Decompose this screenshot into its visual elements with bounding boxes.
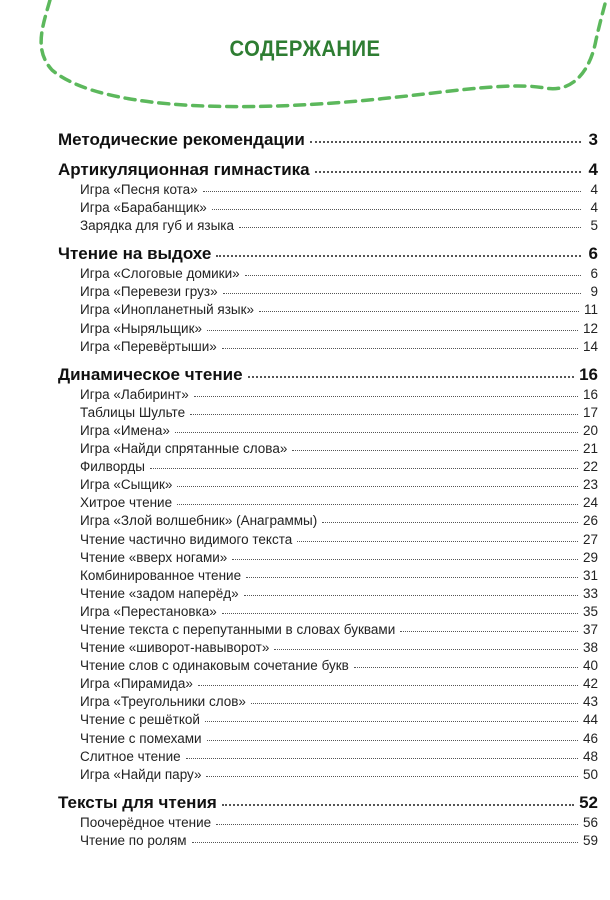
page-number: 4 [588,160,598,179]
entry-title: Игра «Имена» [80,422,170,438]
dot-leader [216,254,581,257]
page-number: 42 [582,676,598,692]
page-number: 31 [582,567,598,583]
page-number: 11 [583,302,598,318]
dot-leader [186,757,578,759]
entry-title: Игра «Барабанщик» [80,200,207,216]
page-number: 6 [590,266,598,282]
table-of-contents [58,128,598,857]
page-number: 5 [590,218,598,234]
entry-title: Игра «Сыщик» [80,477,173,493]
entry-title: Игра «Песня кота» [80,182,198,197]
dot-leader [198,684,578,686]
page-number: 37 [582,621,598,637]
page-number: 44 [582,712,598,728]
page-number: 9 [590,284,598,300]
dot-leader [297,540,578,542]
dot-leader [248,375,575,378]
dot-leader [207,329,578,331]
page-number: 46 [582,730,598,746]
entry-title: Игра «Лабиринт» [80,386,189,402]
page-number: 6 [588,244,598,264]
entry-title: Игра «Злой волшебник» (Анаграммы) [80,513,318,529]
dot-leader [194,395,578,397]
toc-entry[interactable] [58,476,598,494]
dot-leader [292,449,578,451]
page-number: 21 [582,441,598,457]
toc-entry[interactable] [58,832,598,850]
toc-entry[interactable] [58,814,598,832]
toc-entry[interactable] [58,181,598,199]
entry-title: Таблицы Шульте [80,404,186,420]
page-number: 59 [582,832,598,848]
section-title: Чтение на выдохе [58,244,212,264]
toc-entry[interactable] [58,458,598,476]
page-number: 23 [582,477,598,493]
toc-section [58,242,598,355]
page-number: 27 [582,531,598,547]
page-number: 16 [582,386,598,402]
page-number: 50 [582,766,598,782]
entry-title: Филворды [80,459,145,475]
dot-leader [232,558,578,560]
entry-title: Чтение «вверх ногами» [80,549,228,565]
page-number: 12 [582,320,598,336]
dot-leader [245,274,581,276]
toc-section-heading[interactable] [58,363,598,386]
toc-entry[interactable] [58,639,598,657]
dot-leader [222,803,574,806]
toc-entry[interactable] [58,283,598,301]
toc-entry[interactable] [58,693,598,711]
dot-leader [310,140,581,143]
page-number: 14 [582,338,598,354]
header-decoration [0,0,610,130]
entry-title: Игра «Найди пару» [80,766,202,782]
dot-leader [190,413,578,415]
dot-leader [315,170,581,173]
entry-title: Зарядка для губ и языка [80,218,234,234]
toc-entry[interactable] [58,320,598,338]
page-number: 48 [582,748,598,764]
page-number: 38 [582,640,598,656]
page-number: 20 [582,422,598,438]
page-number: 26 [582,513,598,529]
entry-title: Поочерёдное чтение [80,814,212,830]
page-number: 52 [579,792,598,812]
entry-title: Игра «Найди спрятанные слова» [80,441,288,457]
page-number: 29 [582,549,598,565]
page-number: 4 [590,182,598,197]
dot-leader [222,612,578,614]
toc-entry[interactable] [58,675,598,693]
dot-leader [212,208,581,210]
toc-section [58,363,598,784]
toc-entry[interactable] [58,338,598,356]
page-number: 43 [582,694,598,710]
toc-section [58,128,598,151]
entry-title: Игра «Ныряльщик» [80,320,202,336]
page-number: 16 [579,364,598,384]
toc-section-heading[interactable] [58,791,598,814]
section-title: Артикуляционная гимнастика [58,160,310,179]
page-number: 56 [582,814,598,830]
entry-title: Чтение «шиворот-навыворот» [80,640,270,656]
page-number: 33 [582,585,598,601]
entry-title: Игра «Перевези груз» [80,284,218,300]
page-number: 3 [588,130,598,149]
entry-title: Игра «Треугольники слов» [80,694,246,710]
entry-title: Чтение «задом наперёд» [80,585,239,601]
dot-leader [206,775,578,777]
toc-entry[interactable] [58,657,598,675]
page-number: 35 [582,603,598,619]
page-number: 22 [582,459,598,475]
dot-leader [246,576,578,578]
dot-leader [207,739,578,741]
toc-entry[interactable] [58,567,598,585]
entry-title: Чтение текста с перепутанными в словах буквами [80,621,396,637]
toc-entry[interactable] [58,422,598,440]
section-title: Методические рекомендации [58,130,305,149]
toc-section-heading[interactable] [58,158,598,181]
dot-leader [175,431,578,433]
page-title: СОДЕРЖАНИЕ [229,36,381,61]
toc-entry[interactable] [58,603,598,621]
toc-entry[interactable] [58,217,598,235]
dot-leader [259,310,579,312]
toc-entry[interactable] [58,766,598,784]
toc-entry[interactable] [58,265,598,283]
toc-section-heading[interactable] [58,128,598,151]
toc-entry[interactable] [58,404,598,422]
page-number: 4 [590,200,598,216]
toc-entry[interactable] [58,549,598,567]
entry-title: Чтение с решёткой [80,712,200,728]
entry-title: Игра «Слоговые домики» [80,266,240,282]
dot-leader [222,347,578,349]
entry-title: Игра «Перевёртыши» [80,338,217,354]
page-number: 40 [582,658,598,674]
dot-leader [274,648,578,650]
dot-leader [177,485,578,487]
toc-entry[interactable] [58,199,598,217]
entry-title: Чтение по ролям [80,832,187,848]
entry-title: Чтение с помехами [80,730,202,746]
entry-title: Комбинированное чтение [80,567,242,583]
dot-leader [150,467,578,469]
entry-title: Хитрое чтение [80,495,173,511]
dot-leader [223,292,581,294]
page-number: 24 [582,495,598,511]
entry-title: Игра «Пирамида» [80,676,193,692]
toc-entry[interactable] [58,711,598,729]
toc-entry[interactable] [58,494,598,512]
dot-leader [177,503,578,505]
toc-section [58,158,598,235]
toc-entry[interactable] [58,585,598,603]
toc-section-heading[interactable] [58,242,598,265]
entry-title: Чтение частично видимого текста [80,531,293,547]
section-title: Тексты для чтения [58,792,217,812]
page-number: 17 [582,404,598,420]
toc-entry[interactable] [58,512,598,530]
dot-leader [205,720,578,722]
toc-entry[interactable] [58,730,598,748]
toc-entry[interactable] [58,748,598,766]
dot-leader [251,702,578,704]
section-title: Динамическое чтение [58,364,243,384]
toc-entry[interactable] [58,386,598,404]
entry-title: Игра «Перестановка» [80,603,217,619]
dot-leader [216,823,578,825]
toc-section [58,791,598,850]
entry-title: Игра «Инопланетный язык» [80,302,255,318]
dot-leader [354,666,578,668]
dot-leader [244,594,578,596]
dot-leader [239,226,581,228]
dot-leader [322,521,578,523]
dot-leader [203,190,581,192]
entry-title: Чтение слов с одинаковым сочетание букв [80,658,349,674]
dot-leader [400,630,578,632]
toc-entry[interactable] [58,531,598,549]
entry-title: Слитное чтение [80,748,181,764]
toc-entry[interactable] [58,301,598,319]
dot-leader [192,841,578,843]
toc-entry[interactable] [58,440,598,458]
toc-entry[interactable] [58,621,598,639]
